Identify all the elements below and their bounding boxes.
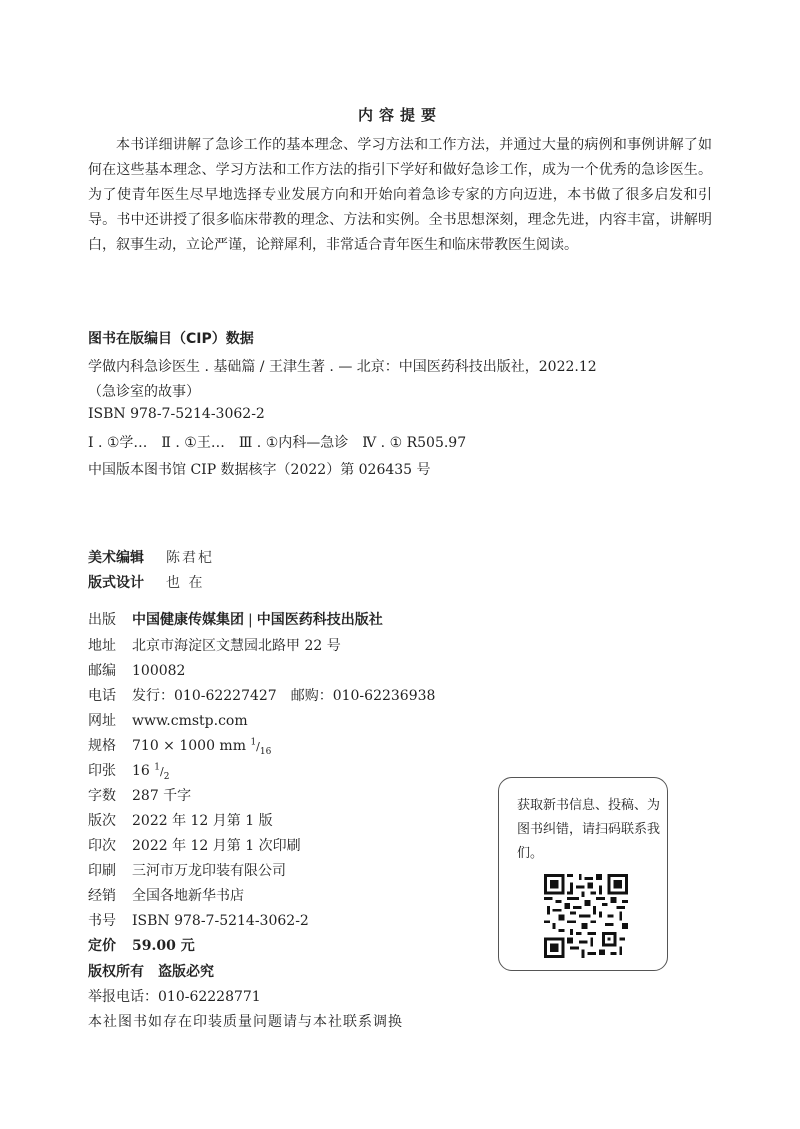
- info-sheets: 印张 16 $^1/_2$: [88, 760, 169, 782]
- info-label: 出版: [88, 612, 116, 628]
- info-label: 版次: [88, 813, 116, 829]
- qr-caption: 获取新书信息、投稿、为图书纠错，请扫码联系我们。: [517, 798, 661, 861]
- info-value: ISBN 978-7-5214-3062-2: [132, 913, 309, 929]
- publisher-group: 中国健康传媒集团: [132, 612, 244, 628]
- sheets-numerator: 1: [154, 762, 161, 773]
- info-value: 三河市万龙印装有限公司: [132, 863, 286, 879]
- cip-line-title: 学做内科急诊医生 . 基础篇 / 王津生著 . — 北京：中国医药科技出版社，2022.12: [88, 359, 597, 375]
- format-numerator: 1: [250, 737, 257, 748]
- credit-art-editor: [88, 547, 214, 567]
- credit-value: 也 在: [166, 575, 205, 591]
- info-value: 2022 年 12 月第 1 版: [132, 813, 273, 829]
- cip-line-classification: Ⅰ . ①学… Ⅱ . ①王… Ⅲ . ①内科—急诊 Ⅳ . ① R505.97: [88, 435, 467, 451]
- info-value: 发行：010-62227427 邮购：010-62236938: [132, 688, 436, 704]
- info-address: [88, 635, 341, 655]
- info-website: [88, 710, 248, 730]
- info-label: 规格: [88, 738, 116, 754]
- summary-body: 本书详细讲解了急诊工作的基本理念、学习方法和工作方法，并通过大量的病例和事例讲解了如何在这些基本理念、学习方法和工作方法的指引下学好和做好急诊工作，成为一个优秀的急诊医生。为了使青年医生尽早地选择专业发展方向和开始向着急诊专家的方向迈进，本书做了很多启发和引导。书中还讲授了很多临床带教的理念、方法和实例。全书思想深刻，理念先进，内容丰富，讲解明白，叙事生动，立论严谨，论辩犀利，非常适合青年医生和临床带教医生阅读。: [88, 137, 712, 253]
- info-value: 2022 年 12 月第 1 次印刷: [132, 838, 301, 854]
- info-postcode: [88, 660, 185, 680]
- info-value: 710 × 1000 mm: [132, 738, 246, 754]
- credit-label: 版式设计: [88, 575, 144, 591]
- credit-label: 美术编辑: [88, 550, 144, 566]
- info-value: www.cmstp.com: [132, 713, 248, 729]
- info-price: [88, 935, 195, 955]
- cip-line-isbn: ISBN 978-7-5214-3062-2: [88, 406, 265, 422]
- info-label: 印张: [88, 763, 116, 779]
- sheets-denominator: 2: [163, 771, 170, 782]
- copyright-notice: 版权所有 盗版必究: [88, 964, 214, 980]
- info-label: 经销: [88, 888, 116, 904]
- info-label: 字数: [88, 788, 116, 804]
- info-label: 定价: [88, 938, 116, 954]
- credit-layout: [88, 572, 204, 592]
- info-isbn: [88, 910, 309, 930]
- info-value: 16: [132, 763, 150, 779]
- quality-notice: 本社图书如存在印装质量问题请与本社联系调换: [88, 1014, 403, 1030]
- info-value: 全国各地新华书店: [132, 888, 244, 904]
- info-label: 印刷: [88, 863, 116, 879]
- info-printing: [88, 835, 301, 855]
- credit-value: 陈君杞: [166, 550, 214, 566]
- info-label: 印次: [88, 838, 116, 854]
- qr-code-icon[interactable]: [544, 874, 628, 958]
- summary-title: 内容提要: [357, 106, 442, 124]
- info-format: 规格 710 × 1000 mm $^1/_{16}$: [88, 735, 271, 757]
- format-denominator: 16: [259, 746, 272, 757]
- publisher-name: 中国医药科技出版社: [256, 612, 383, 628]
- info-value: 287 千字: [132, 788, 192, 804]
- report-phone: 举报电话：010-62228771: [88, 989, 261, 1005]
- cip-line-series: （急诊室的故事）: [88, 384, 200, 400]
- info-label: 地址: [88, 638, 116, 654]
- info-value: 59.00 元: [132, 938, 195, 954]
- info-words: [88, 785, 191, 805]
- info-distributor: [88, 885, 244, 905]
- info-publisher: [88, 609, 383, 629]
- qr-box: [498, 777, 668, 971]
- info-label: 邮编: [88, 663, 116, 679]
- info-label: 电话: [88, 688, 116, 704]
- cip-line-record: 中国版本图书馆 CIP 数据核字（2022）第 026435 号: [88, 462, 431, 478]
- info-label: 书号: [88, 913, 116, 929]
- publisher-separator: |: [248, 612, 253, 628]
- info-phone: [88, 685, 435, 705]
- cip-heading: 图书在版编目（CIP）数据: [88, 331, 254, 347]
- info-printer: [88, 860, 286, 880]
- info-label: 网址: [88, 713, 116, 729]
- info-edition: [88, 810, 273, 830]
- info-value: 100082: [132, 663, 186, 679]
- info-value: 北京市海淀区文慧园北路甲 22 号: [132, 638, 341, 654]
